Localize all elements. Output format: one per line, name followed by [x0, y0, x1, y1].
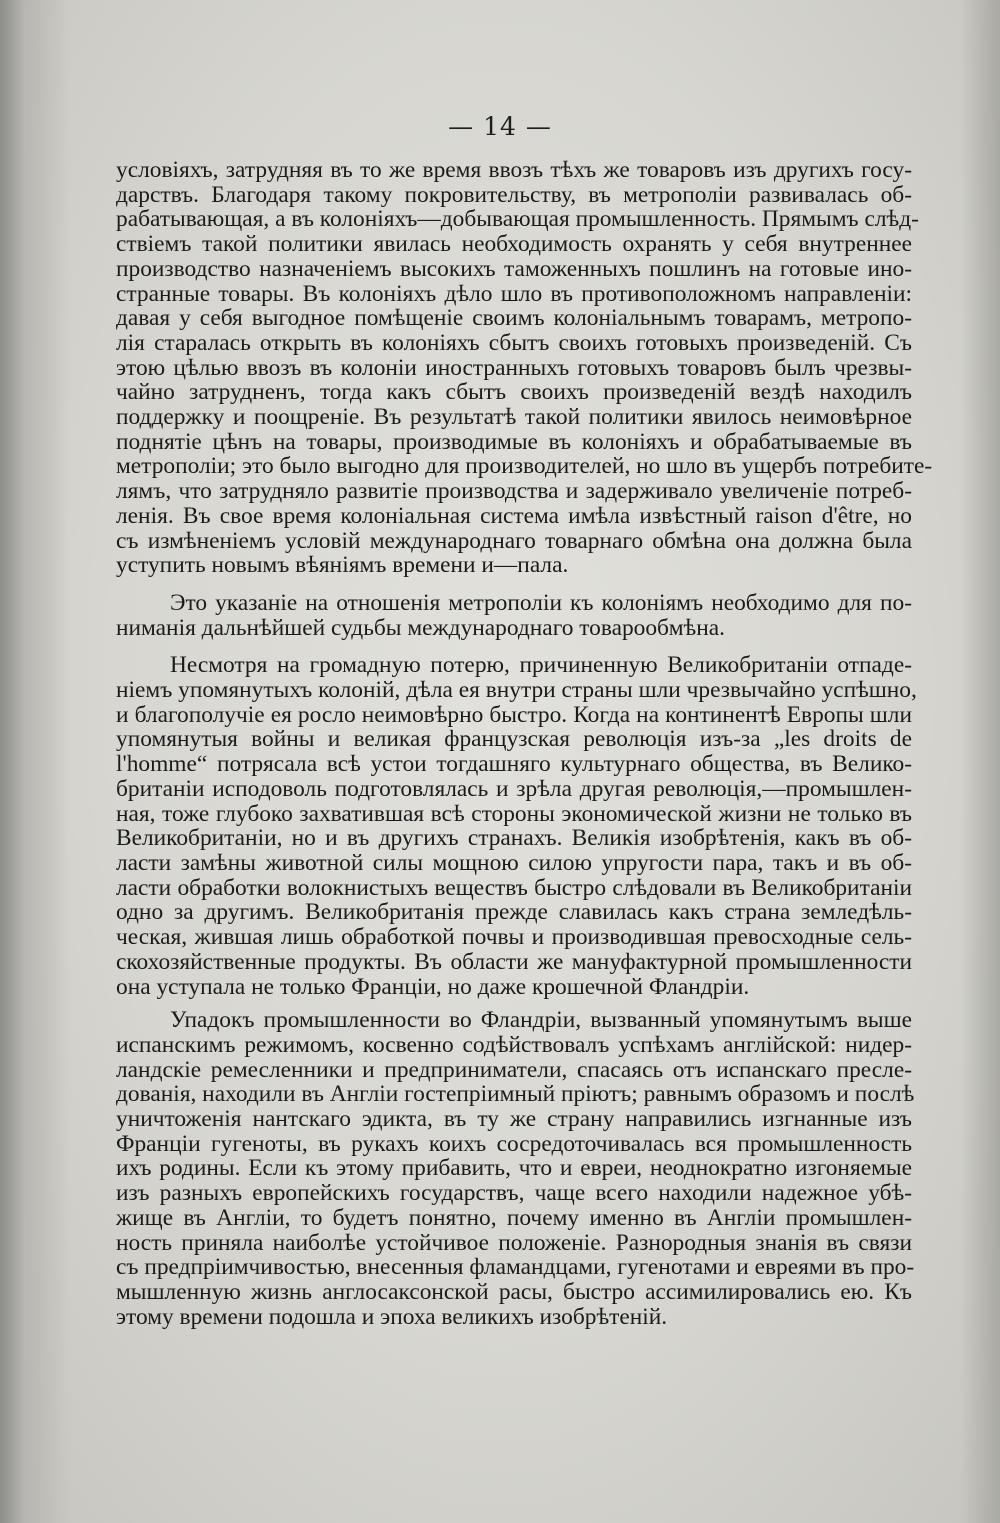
- text-line: чайно затрудненъ, тогда какъ сбытъ своихъ произведеній вездѣ находилъ: [116, 379, 912, 406]
- text-line: уступить новымъ вѣяніямъ времени и—пала.: [116, 552, 569, 579]
- text-line: она уступала не только Франціи, но даже крошечной Фландріи.: [116, 973, 750, 1000]
- text-line: Великобританіи, но и въ другихъ странахъ. Великія изобрѣтенія, какъ въ об-: [116, 825, 912, 852]
- text-line: l'homme“ потрясала всѣ устои тогдашняго культурнаго общества, въ Велико-: [116, 751, 912, 778]
- paragraph-gap: [116, 578, 912, 591]
- text-line: условіяхъ, затрудняя въ то же время ввозъ тѣхъ же товаровъ изъ другихъ госу-: [116, 157, 912, 183]
- text-line: дованія, находили въ Англіи гостепріимный пріютъ; равнымъ образомъ и послѣ: [116, 1081, 915, 1108]
- text-line: поднятіе цѣнъ на товары, производимые въ колоніяхъ и обрабатываемые въ: [116, 428, 912, 455]
- paragraph: [116, 591, 912, 640]
- text-line: скохозяйственные продукты. Въ области же мануфактурной промышленности: [116, 948, 912, 975]
- text-line: лія старалась открыть въ колоніяхъ сбытъ своихъ готовыхъ произведеній. Съ: [116, 329, 912, 356]
- document-body: [116, 157, 933, 1330]
- text-line: одно за другимъ. Великобританія прежде славилась какъ страна земледѣль-: [116, 899, 912, 926]
- text-line: изъ разныхъ европейскихъ государствъ, чаще всего находили надежное убѣ-: [116, 1180, 912, 1207]
- text-line: этою цѣлью ввозъ въ колоніи иностранныхъ готовыхъ товаровъ былъ чрезвы-: [116, 354, 912, 381]
- text-line: Франціи гугеноты, въ рукахъ коихъ сосредоточивалась вся промышленность: [116, 1130, 912, 1157]
- text-line: ласти замѣны животной силы мощною силою упругости пара, такъ и въ об-: [116, 849, 912, 876]
- text-line: ниманія дальнѣйшей судьбы международнаго товарообмѣна.: [116, 614, 725, 641]
- text-line: Несмотря на громадную потерю, причиненную Великобританіи отпаде-: [170, 652, 912, 679]
- text-line: ленія. Въ свое время колоніальная система имѣла извѣстный raison d'être, но: [116, 502, 912, 529]
- text-line: испанскимъ режимомъ, косвенно содѣйствовалъ успѣхамъ англійской: нидер-: [116, 1031, 912, 1058]
- text-line: производство назначеніемъ высокихъ таможенныхъ пошлинъ на готовые ино-: [116, 255, 912, 282]
- text-line: метрополіи; это было выгодно для производителей, но шло въ ущербъ потребите-: [116, 453, 933, 480]
- paragraph: [116, 652, 917, 1000]
- text-line: ствіемъ такой политики явилась необходимость охранять у себя внутреннее: [116, 231, 912, 258]
- text-line: этому времени подошла и эпоха великихъ изобрѣтеній.: [116, 1303, 668, 1330]
- text-line: упомянутыя войны и великая французская революція изъ-за „les droits de: [116, 726, 912, 753]
- text-line: британіи исподоволь подготовлялась и зрѣла другая революція,—промышлен-: [116, 775, 912, 802]
- text-line: ландскіе ремесленники и предприниматели, спасаясь отъ испанскаго пресле-: [116, 1056, 912, 1083]
- text-line: ніемъ упомянутыхъ колоній, дѣла ея внутри страны шли чрезвычайно успѣшно,: [116, 677, 917, 704]
- text-line: съ предпріимчивостью, внесенныя фламандцами, гугенотами и евреями въ про-: [116, 1254, 915, 1281]
- text-line: ласти обработки волокнистыхъ веществъ быстро слѣдовали въ Великобританіи: [116, 874, 912, 901]
- text-line: лямъ, что затрудняло развитіе производства и задерживало увеличеніе потреб-: [116, 478, 912, 505]
- text-line: ихъ родины. Если къ этому прибавить, что и евреи, неоднократно изгоняемые: [116, 1155, 912, 1182]
- text-line: Это указаніе на отношенія метрополіи къ колоніямъ необходимо для по-: [170, 589, 912, 616]
- text-line: съ измѣненіемъ условій международнаго товарнаго обмѣна она должна была: [116, 527, 912, 554]
- page-number: — 14 —: [448, 112, 552, 141]
- text-line: ческая, жившая лишь обработкой почвы и производившая превосходные сель-: [116, 924, 912, 951]
- text-line: жище въ Англіи, то будетъ понятно, почему именно въ Англіи промышлен-: [116, 1204, 912, 1231]
- text-line: странные товары. Въ колоніяхъ дѣло шло въ противоположномъ направленіи:: [116, 280, 912, 307]
- text-line: мышленную жизнь англосаксонской расы, быстро ассимилировались ею. Къ: [116, 1278, 912, 1305]
- text-line: и благополучіе ея росло неимовѣрно быстро. Когда на континентѣ Европы шли: [116, 701, 912, 728]
- text-line: Упадокъ промышленности во Фландріи, вызванный упомянутымъ выше: [170, 1007, 912, 1034]
- text-line: ность приняла наиболѣе устойчивое положеніе. Разнородныя знанія въ связи: [116, 1229, 912, 1256]
- text-line: ная, тоже глубоко захватившая всѣ стороны экономической жизни не только въ: [116, 800, 912, 827]
- paragraph: [116, 1007, 915, 1330]
- text-line: поддержку и поощреніе. Въ результатѣ такой политики явилось неимовѣрное: [116, 404, 912, 431]
- text-line: уничтоженія нантскаго эдикта, въ ту же страну направились изгнанные изъ: [116, 1106, 912, 1133]
- text-line: давая у себя выгодное помѣщеніе своимъ колоніальнымъ товарамъ, метропо-: [116, 305, 912, 332]
- text-line: дарствъ. Благодаря такому покровительству, въ метрополіи развивалась об-: [116, 181, 912, 208]
- paragraph: [116, 157, 933, 579]
- text-line: рабатывающая, а въ колоніяхъ—добывающая промышленность. Прямымъ слѣд-: [116, 206, 919, 233]
